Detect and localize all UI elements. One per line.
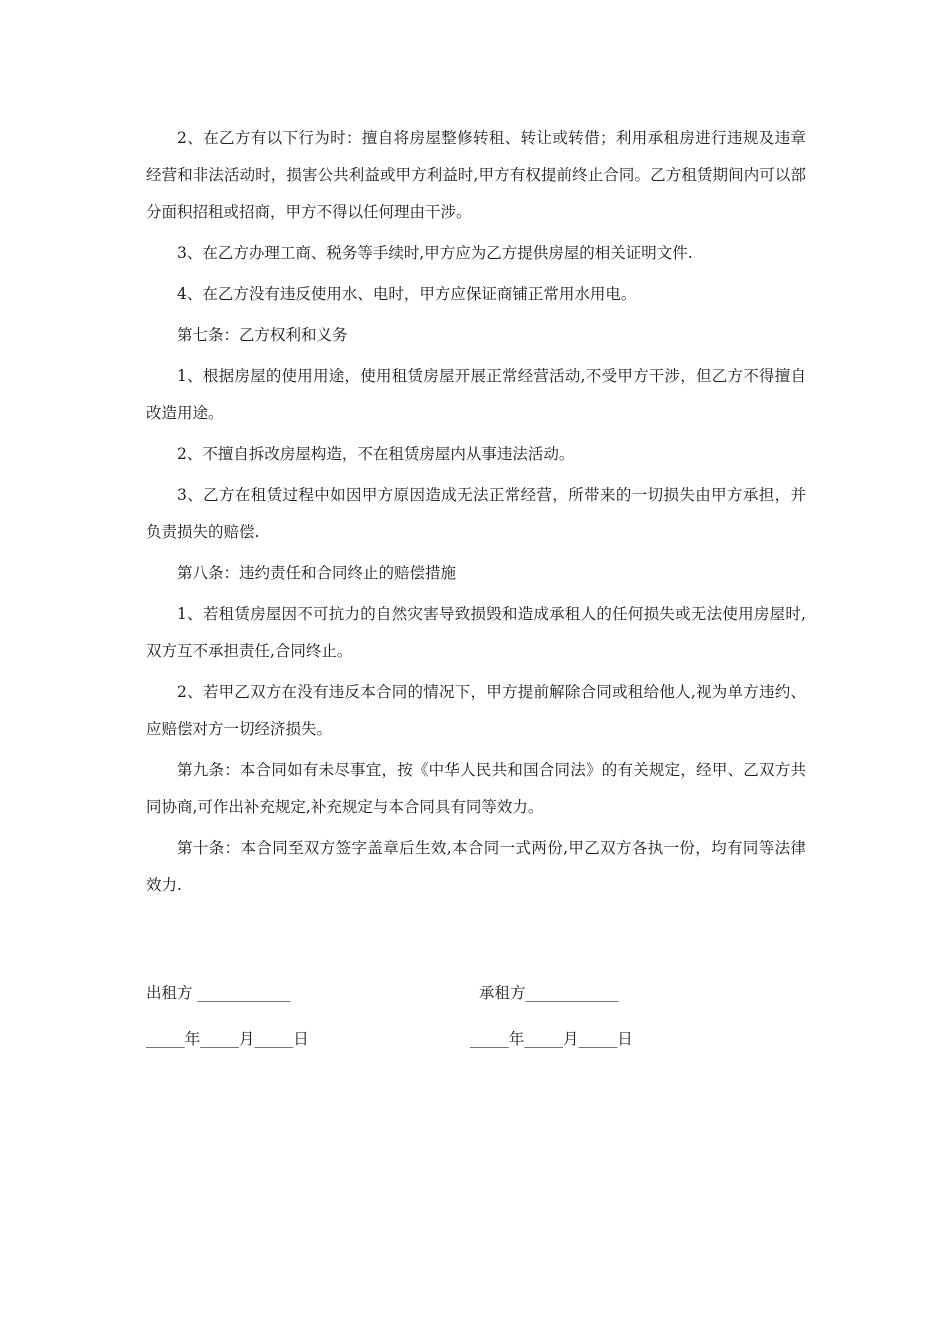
clause-7-item-2: 2、不擅自拆改房屋构造，不在租赁房屋内从事违法活动。 [177,445,575,463]
signature-date-row [146,1021,806,1067]
article-7-heading: 第七条：乙方权利和义务 [177,326,348,344]
signature-party-row [146,975,806,1021]
clause-6-item-4: 4、在乙方没有违反使用水、电时，甲方应保证商铺正常用水用电。 [177,285,637,303]
clause-7-item-3: 3、乙方在租赁过程中如因甲方原因造成无法正常经营，所带来的一切损失由甲方承担，并负责损失的赔偿. [146,486,806,541]
article-8-heading: 第八条：违约责任和合同终止的赔偿措施 [177,564,457,582]
signature-block [146,975,806,1067]
contract-body [146,120,806,908]
clause-8-item-2: 2、若甲乙双方在没有违反本合同的情况下，甲方提前解除合同或租给他人,视为单方违约、应赔偿对方一切经济损失。 [146,683,806,738]
lessor-date-line: _____年_____月_____日 [146,1030,309,1048]
lessee-date-line: _____年_____月_____日 [470,1030,633,1048]
lessor-signature-line: 出租方 ____________ [146,984,291,1002]
lessee-signature-line: 承租方____________ [479,984,619,1002]
clause-6-item-3: 3、在乙方办理工商、税务等手续时,甲方应为乙方提供房屋的相关证明文件. [177,244,693,262]
article-9: 第九条：本合同如有未尽事宜，按《中华人民共和国合同法》的有关规定，经甲、乙双方共同协商,可作出补充规定,补充规定与本合同具有同等效力。 [146,761,806,816]
clause-6-item-2: 2、在乙方有以下行为时：擅自将房屋整修转租、转让或转借；利用承租房进行违规及违章经营和非法活动时，损害公共利益或甲方利益时,甲方有权提前终止合同。乙方租赁期间内可以部分面积招租或招商，甲方不得以任何理由干涉。 [146,129,806,221]
clause-7-item-1: 1、根据房屋的使用用途，使用租赁房屋开展正常经营活动,不受甲方干涉，但乙方不得擅自改造用途。 [146,367,806,422]
clause-8-item-1: 1、若租赁房屋因不可抗力的自然灾害导致损毁和造成承租人的任何损失或无法使用房屋时,双方互不承担责任,合同终止。 [146,605,806,660]
article-10: 第十条：本合同至双方签字盖章后生效,本合同一式两份,甲乙双方各执一份，均有同等法律效力. [146,839,806,894]
